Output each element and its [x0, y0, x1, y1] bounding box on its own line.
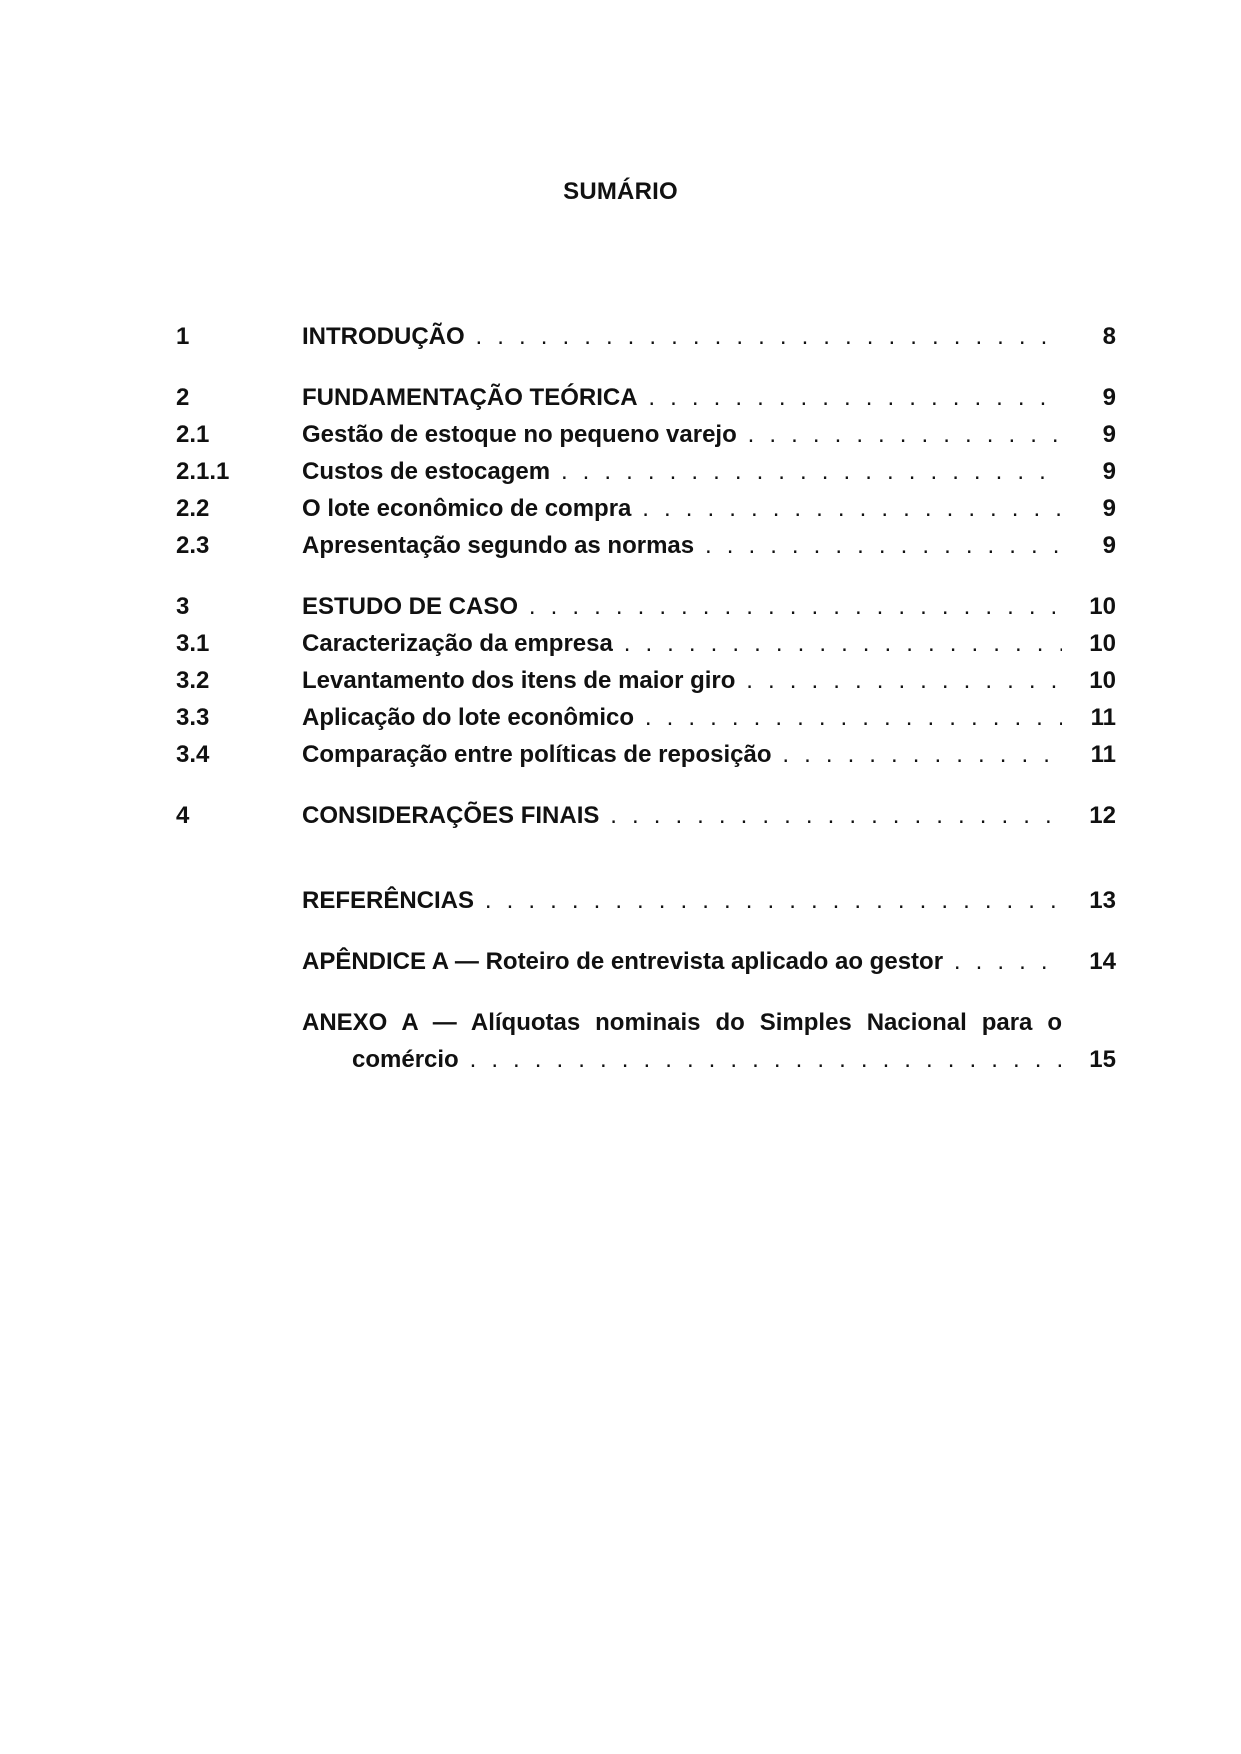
toc-entry-appendix-a[interactable]	[176, 943, 1116, 980]
toc-entry-4[interactable]	[176, 797, 1116, 834]
toc-page: 11	[1090, 704, 1116, 731]
toc-label: Caracterização da empresa . . .	[302, 625, 1062, 662]
toc-number: 2	[176, 384, 190, 411]
toc-number: 3.4	[176, 741, 210, 768]
toc-label: Aplicação do lote econômico . . .	[302, 699, 1062, 736]
toc-label: Levantamento dos itens de maior giro . . .	[302, 662, 1062, 699]
toc-label-line2: comércio . . .	[352, 1041, 1062, 1078]
toc-number: 2.3	[176, 532, 210, 559]
page-title: SUMÁRIO	[563, 178, 678, 205]
toc-label: CONSIDERAÇÕES FINAIS . . .	[302, 797, 1062, 834]
toc-entry-annex-a[interactable]	[176, 1004, 1116, 1078]
toc-page: 10	[1089, 667, 1116, 694]
toc-number: 2.1.1	[176, 458, 230, 485]
table-of-contents	[176, 318, 1116, 1078]
toc-label: INTRODUÇÃO . . .	[302, 318, 1062, 355]
toc-label: FUNDAMENTAÇÃO TEÓRICA . . .	[302, 379, 1062, 416]
toc-entry-3[interactable]	[176, 588, 1116, 625]
toc-number: 4	[176, 802, 190, 829]
toc-number: 1	[176, 323, 190, 350]
toc-page: 9	[1102, 458, 1116, 485]
toc-entry-references[interactable]	[176, 882, 1116, 919]
toc-number: 3.1	[176, 630, 210, 657]
toc-entry-3-4[interactable]	[176, 736, 1116, 773]
toc-entry-3-2[interactable]	[176, 662, 1116, 699]
toc-number: 3.2	[176, 667, 210, 694]
toc-number: 3	[176, 593, 190, 620]
toc-entry-3-3[interactable]	[176, 699, 1116, 736]
toc-label: Custos de estocagem . . .	[302, 453, 1062, 490]
toc-label: Apresentação segundo as normas . . .	[302, 527, 1062, 564]
toc-entry-3-1[interactable]	[176, 625, 1116, 662]
toc-label: O lote econômico de compra . . .	[302, 490, 1062, 527]
toc-page: 10	[1089, 593, 1116, 620]
toc-page: 8	[1102, 323, 1116, 350]
toc-entry-1[interactable]	[176, 318, 1116, 355]
toc-page: 12	[1089, 802, 1116, 829]
toc-label-line1: ANEXO A — Alíquotas nominais do Simples Nacional para o	[302, 1009, 1062, 1036]
toc-number: 2.1	[176, 421, 210, 448]
toc-number: 3.3	[176, 704, 210, 731]
toc-label: ESTUDO DE CASO . . .	[302, 588, 1062, 625]
toc-label: APÊNDICE A — Roteiro de entrevista aplicado ao gestor . . .	[302, 943, 1062, 980]
toc-page: 9	[1102, 532, 1116, 559]
toc-page: 9	[1102, 421, 1116, 448]
toc-page: 14	[1089, 948, 1116, 975]
toc-page: 15	[1089, 1046, 1116, 1073]
toc-entry-2-1[interactable]	[176, 416, 1116, 453]
toc-label: Comparação entre políticas de reposição . . .	[302, 736, 1062, 773]
toc-label: REFERÊNCIAS . . .	[302, 882, 1062, 919]
toc-page: 13	[1089, 887, 1116, 914]
toc-page: 9	[1102, 495, 1116, 522]
toc-label: Gestão de estoque no pequeno varejo . . .	[302, 416, 1062, 453]
toc-number: 2.2	[176, 495, 210, 522]
toc-page: 11	[1090, 741, 1116, 768]
toc-entry-2-3[interactable]	[176, 527, 1116, 564]
toc-page: 10	[1089, 630, 1116, 657]
toc-entry-2[interactable]	[176, 379, 1116, 416]
toc-page: 9	[1102, 384, 1116, 411]
toc-entry-2-2[interactable]	[176, 490, 1116, 527]
toc-entry-2-1-1[interactable]	[176, 453, 1116, 490]
